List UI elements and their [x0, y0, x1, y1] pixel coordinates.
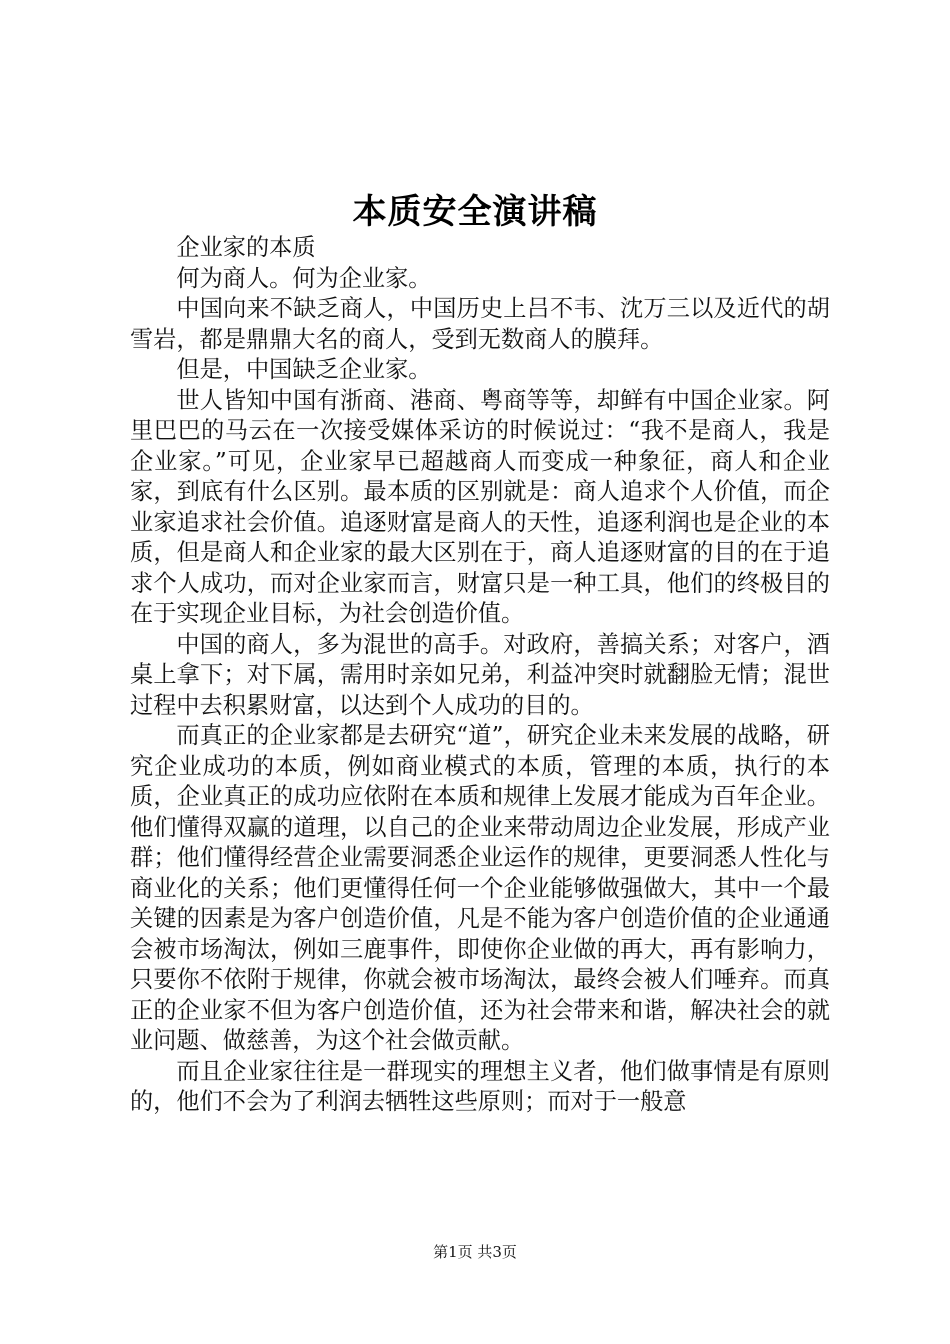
paragraph-heading: 企业家的本质 [176, 234, 316, 261]
paragraph: 中国的商人，多为混世的高手。对政府，善搞关系；对客户，酒桌上拿下；对下属，需用时亲如兄弟，利益冲突时就翻脸无情；混世过程中去积累财富，以达到个人成功的目的。 [130, 630, 830, 719]
paragraph: 而且企业家往往是一群现实的理想主义者，他们做事情是有原则的，他们不会为了利润去牺牲这些原则；而对于一般意 [130, 1057, 830, 1115]
paragraph: 世人皆知中国有浙商、港商、粤商等等，却鲜有中国企业家。阿里巴巴的马云在一次接受媒体采访的时候说过：“我不是商人，我是企业家。”可见，企业家早已超越商人而变成一种象征，商人和企业家，到底有什么区别。最本质的区别就是：商人追求个人价值，而企业家追求社会价值。追逐财富是商人的天性，追逐利润也是企业的本质，但是商人和企业家的最大区别在于，商人追逐财富的目的在于追求个人成功，而对企业家而言，财富只是一种工具，他们的终极目的在于实现企业目标，为社会创造价值。 [130, 386, 830, 627]
paragraph: 但是，中国缺乏企业家。 [176, 356, 432, 383]
document-title: 本质安全演讲稿 [352, 192, 598, 232]
page-number-footer: 第1页 共3页 [433, 1243, 517, 1261]
paragraph: 中国向来不缺乏商人，中国历史上吕不韦、沈万三以及近代的胡雪岩，都是鼎鼎大名的商人，受到无数商人的膜拜。 [130, 295, 830, 353]
paragraph: 而真正的企业家都是去研究“道”，研究企业未来发展的战略，研究企业成功的本质，例如商业模式的本质，管理的本质，执行的本质，企业真正的成功应依附在本质和规律上发展才能成为百年企业。他们懂得双赢的道理，以自己的企业来带动周边企业发展，形成产业群；他们懂得经营企业需要洞悉企业运作的规律，更要洞悉人性化与商业化的关系；他们更懂得任何一个企业能够做强做大，其中一个最关键的因素是为客户创造价值，凡是不能为客户创造价值的企业通通会被市场淘汰，例如三鹿事件，即使你企业做的再大，再有影响力，只要你不依附于规律，你就会被市场淘汰，最终会被人们唾弃。而真正的企业家不但为客户创造价值，还为社会带来和谐，解决社会的就业问题、做慈善，为这个社会做贡献。 [130, 722, 830, 1054]
paragraph: 何为商人。何为企业家。 [176, 264, 432, 292]
document-body [130, 233, 830, 1118]
